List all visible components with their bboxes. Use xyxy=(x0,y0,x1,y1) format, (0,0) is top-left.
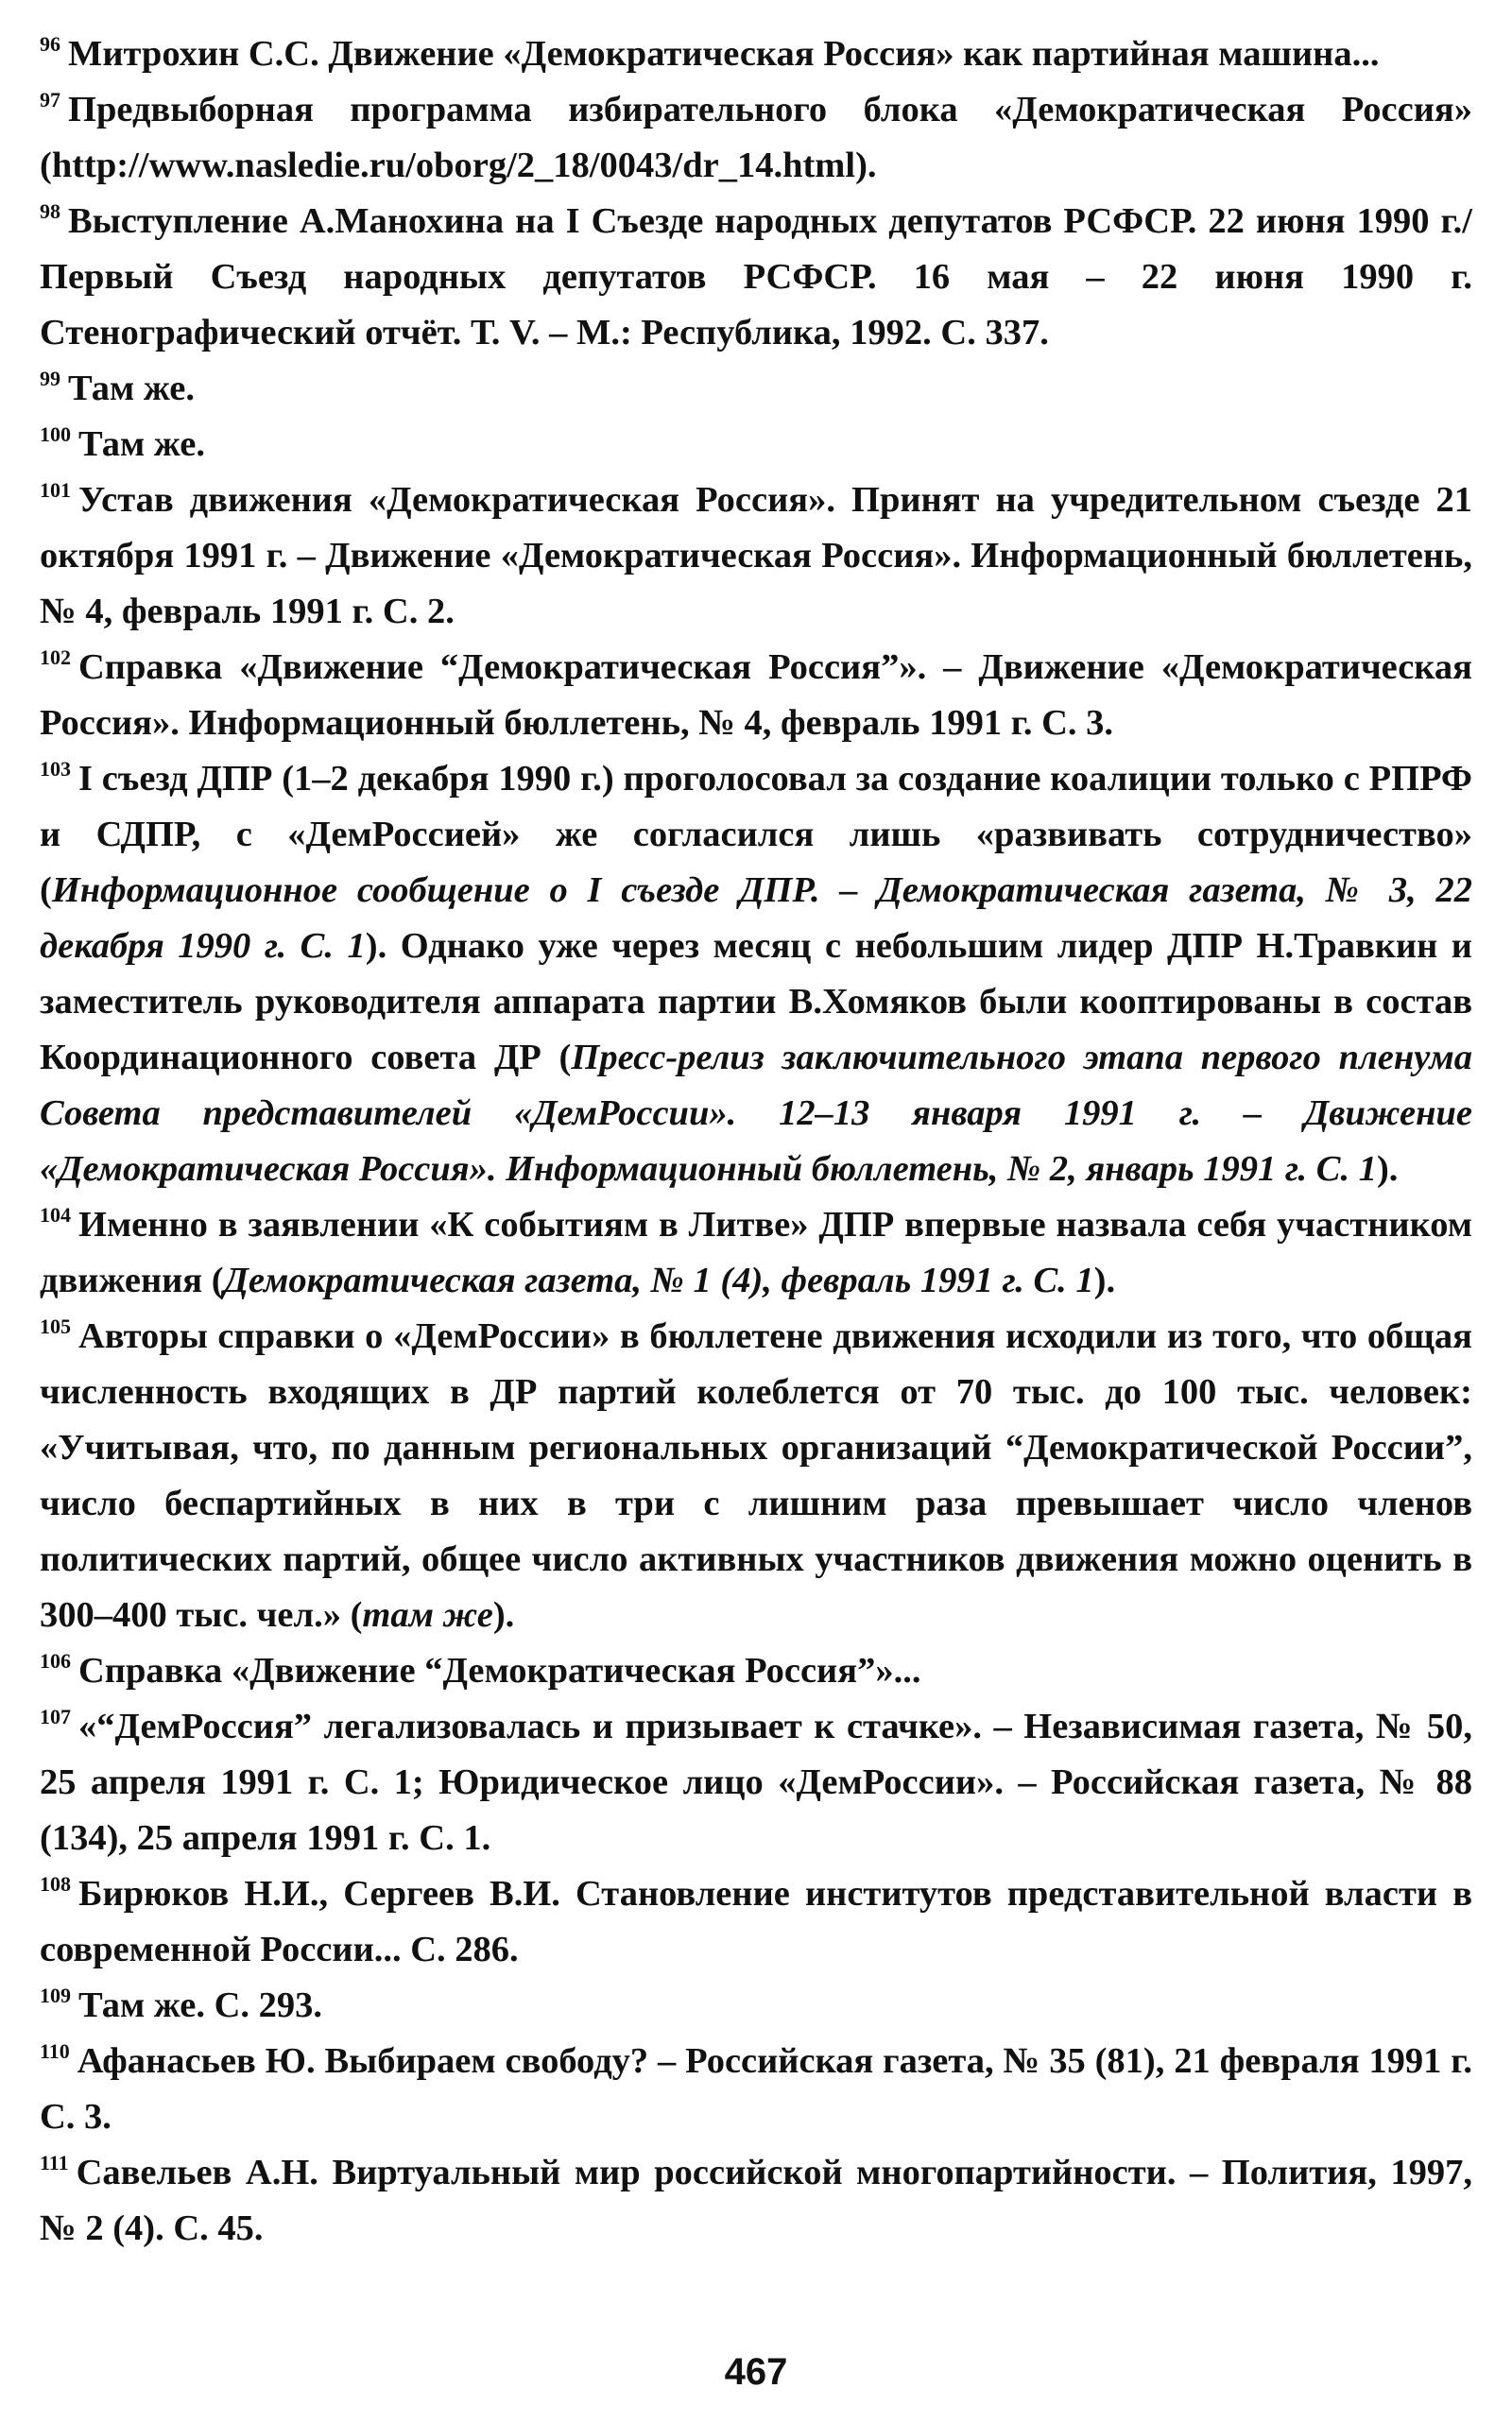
footnote-text: Там же. xyxy=(78,424,205,464)
footnote-98 xyxy=(40,194,1472,361)
footnote-text: Справка «Движение “Демократическая Россия”»... xyxy=(78,1651,921,1691)
footnote-number: 97 xyxy=(40,88,60,112)
footnote-text: ). xyxy=(1376,1149,1399,1189)
footnote-text: Афанасьев Ю. Выбираем свободу? – Российская газета, № 35 (81), 21 февраля 1991 г. С. 3. xyxy=(40,2041,1472,2137)
footnote-number: 107 xyxy=(40,1705,71,1728)
footnote-number: 105 xyxy=(40,1315,71,1338)
footnote-number: 111 xyxy=(40,2151,69,2174)
footnote-text: «“ДемРоссия” легализовалась и призывает к стачке». – Независимая газета, № 50, 25 апреля 1991 г. С. 1; Юридическое лицо «ДемРоссии». – Российская газета, № 88 (134), 25 апреля 1991 г. С. 1. xyxy=(40,1707,1472,1858)
footnote-99 xyxy=(40,361,1472,417)
footnote-101 xyxy=(40,473,1472,640)
footnotes-list xyxy=(40,26,1472,2257)
footnote-96 xyxy=(40,26,1472,82)
footnote-104 xyxy=(40,1197,1472,1309)
footnote-text: Авторы справки о «ДемРоссии» в бюллетене движения исходили из того, что общая численность входящих в ДР партий колеблется от 70 тыс. до 100 тыс. человек: «Учитывая, что, по данным региональных организаций “Демократической России”, число беспартийных в них в три с лишним раза превышает число членов политических партий, общее число активных участников движения можно оценить в 300–400 тыс. чел.» ( xyxy=(40,1316,1472,1635)
footnote-110 xyxy=(40,2034,1472,2145)
footnote-105 xyxy=(40,1309,1472,1643)
footnote-number: 110 xyxy=(40,2039,70,2063)
footnote-source-italic: Информационное сообщение о I съезде ДПР. – Демократическая газета, № 3, 22 декабря 1990 г. С. 1 xyxy=(40,870,1472,966)
footnote-111 xyxy=(40,2145,1472,2257)
footnote-number: 106 xyxy=(40,1649,71,1673)
footnote-text: Митрохин С.С. Движение «Демократическая Россия» как партийная машина... xyxy=(68,34,1380,74)
footnote-text: ). xyxy=(1093,1261,1116,1300)
footnote-109 xyxy=(40,1978,1472,2034)
footnote-source-italic: Демократическая газета, № 1 (4), февраль 1991 г. С. 1 xyxy=(223,1261,1094,1300)
footnote-97 xyxy=(40,82,1472,194)
footnote-text: Там же. xyxy=(68,369,195,408)
footnote-number: 103 xyxy=(40,757,71,781)
footnote-text: Выступление А.Манохина на I Съезде народных депутатов РСФСР. 22 июня 1990 г./Первый Съезд народных депутатов РСФСР. 16 мая – 22 июня 1990 г. Стенографический отчёт. Т. V. – М.: Республика, 1992. С. 337. xyxy=(40,201,1472,352)
footnote-text: ). xyxy=(492,1595,515,1635)
footnote-text: Предвыборная программа избирательного блока «Демократическая Россия» (http://www.nasledie.ru/oborg/2_18/0043/dr_14.html). xyxy=(40,90,1472,185)
footnote-107 xyxy=(40,1699,1472,1866)
footnote-103 xyxy=(40,751,1472,1197)
footnote-text: Справка «Движение “Демократическая Россия”». – Движение «Демократическая Россия». Информационный бюллетень, № 4, февраль 1991 г. С. 3. xyxy=(40,647,1472,743)
footnote-text: Бирюков Н.И., Сергеев В.И. Становление институтов представительной власти в современной России... С. 286. xyxy=(40,1874,1472,1969)
footnote-number: 102 xyxy=(40,645,71,669)
page-number: 467 xyxy=(724,2351,788,2393)
footnote-text: I съезд ДПР (1–2 декабря 1990 г.) проголосовал за создание коалиции только с РПРФ и СДПР, с «ДемРоссией» же согласился лишь «развивать сотрудничество» ( xyxy=(40,759,1472,910)
footnote-text: Именно в заявлении «К событиям в Литве» ДПР впервые назвала себя участником движения ( xyxy=(40,1205,1472,1300)
footnote-number: 101 xyxy=(40,478,71,502)
footnote-number: 99 xyxy=(40,367,60,390)
footnote-number: 100 xyxy=(40,422,71,446)
footnote-102 xyxy=(40,640,1472,751)
footnote-source-italic: там же xyxy=(362,1595,493,1635)
footnote-text: Там же. С. 293. xyxy=(78,1985,322,2025)
footnote-text: Савельев А.Н. Виртуальный мир российской многопартийности. – Полития, 1997, № 2 (4). С. 45. xyxy=(40,2153,1472,2248)
footnote-number: 109 xyxy=(40,1984,71,2007)
footnote-100 xyxy=(40,417,1472,473)
footnote-number: 98 xyxy=(40,199,60,223)
footnote-text: Устав движения «Демократическая Россия». Принят на учредительном съезде 21 октября 1991 г. – Движение «Демократическая Россия». Информационный бюллетень, № 4, февраль 1991 г. С. 2. xyxy=(40,480,1472,631)
footnote-text: ). Однако уже через месяц с небольшим лидер ДПР Н.Травкин и заместитель руководителя аппарата партии В.Хомяков были кооптированы в состав Координационного совета ДР ( xyxy=(40,926,1472,1077)
footnote-number: 104 xyxy=(40,1203,71,1227)
footnote-108 xyxy=(40,1866,1472,1978)
footnote-number: 108 xyxy=(40,1872,71,1896)
footnote-number: 96 xyxy=(40,32,60,56)
footnote-source-italic: Пресс-релиз заключительного этапа первого пленума Совета представителей «ДемРоссии». 12–13 января 1991 г. – Движение «Демократическая Россия». Информационный бюллетень, № 2, январь 1991 г. С. 1 xyxy=(40,1038,1472,1189)
footnote-106 xyxy=(40,1643,1472,1699)
